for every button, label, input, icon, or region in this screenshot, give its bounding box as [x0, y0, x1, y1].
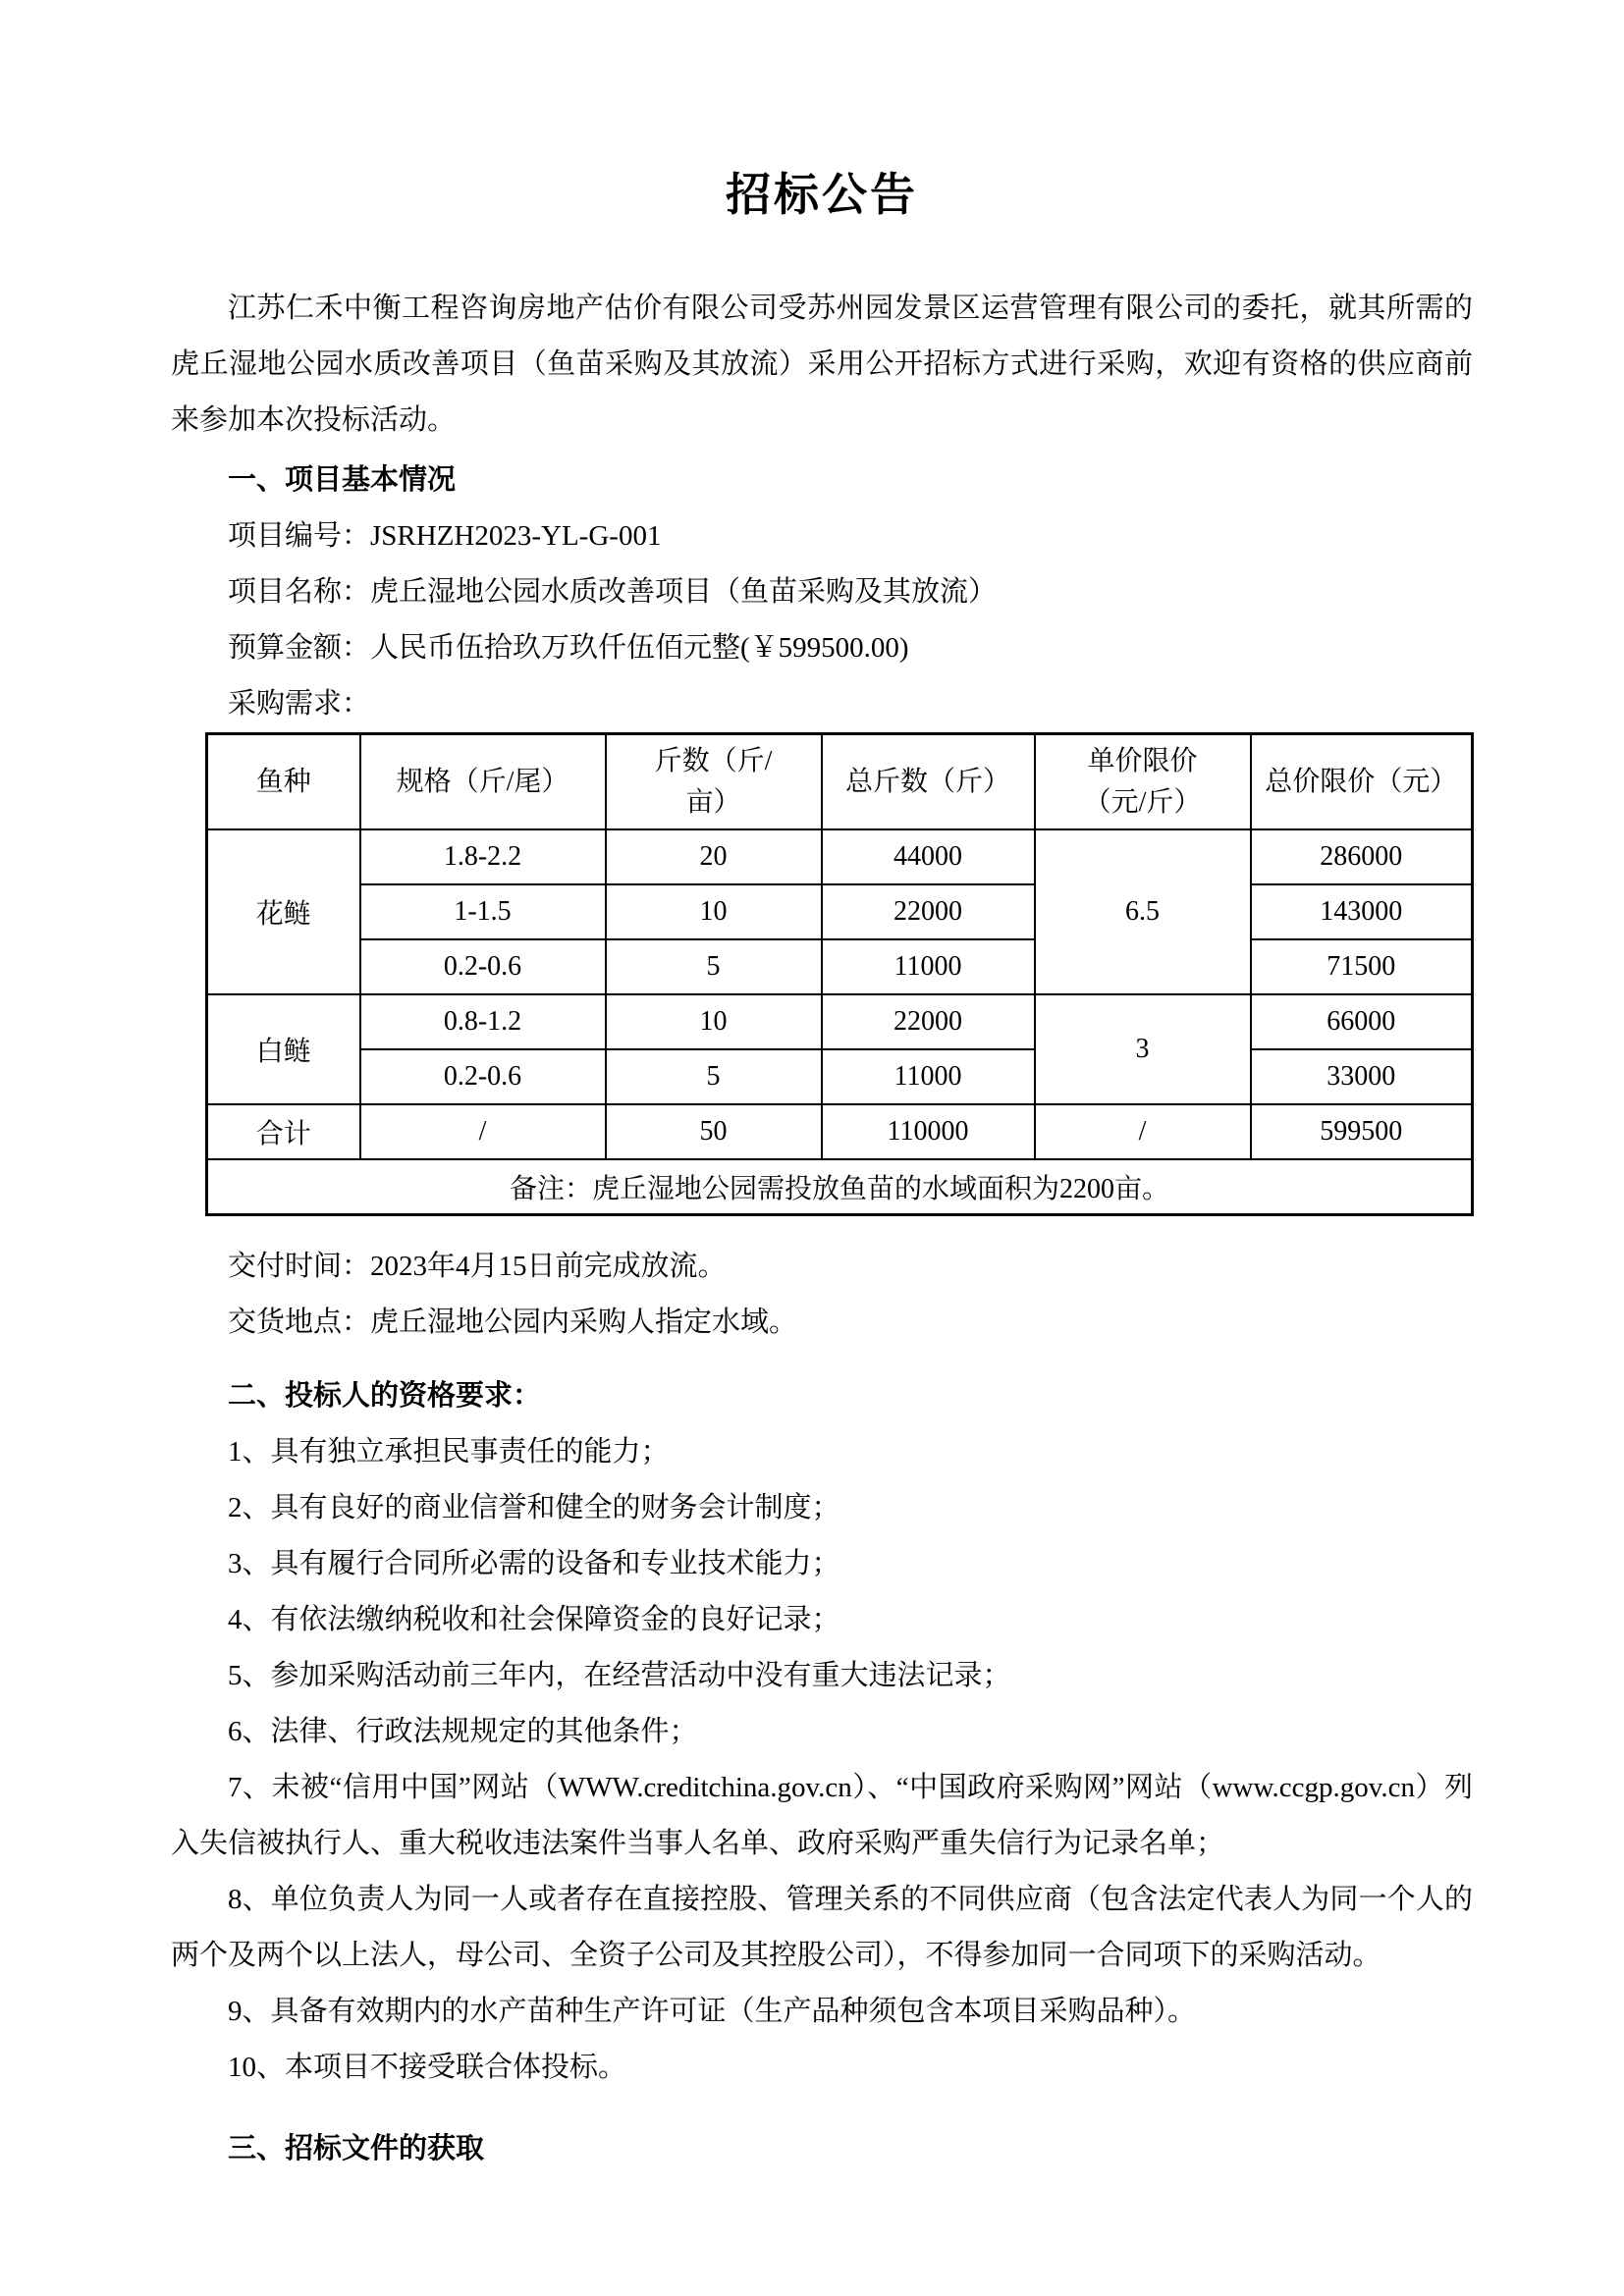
- header-species: 鱼种: [207, 734, 360, 830]
- requirement-item-6: 6、法律、行政法规规定的其他条件；: [228, 1716, 698, 1747]
- budget-label: 预算金额：: [228, 632, 371, 664]
- project-number-label: 项目编号：: [228, 520, 371, 552]
- cell-total-jin: 110000: [822, 1104, 1035, 1159]
- cell-species: 白鲢: [207, 994, 360, 1104]
- cell-per-mu: 5: [606, 1049, 822, 1104]
- section-3-heading: 三、招标文件的获取: [228, 2133, 485, 2164]
- table-note-row: [207, 1159, 1473, 1215]
- cell-total-price: 286000: [1251, 829, 1473, 884]
- cell-total-jin: 22000: [822, 994, 1035, 1049]
- cell-total-label: 合计: [207, 1104, 360, 1159]
- budget-value: 人民币伍拾玖万玖仟伍佰元整(￥599500.00): [370, 632, 909, 664]
- table-row: [207, 994, 1473, 1049]
- requirement-item-2: 2、具有良好的商业信誉和健全的财务会计制度；: [228, 1492, 840, 1523]
- table-total-row: [207, 1104, 1473, 1159]
- cell-total-jin: 11000: [822, 939, 1035, 994]
- project-number-line: [171, 508, 1473, 564]
- cell-total-price: 66000: [1251, 994, 1473, 1049]
- cell-per-mu: 5: [606, 939, 822, 994]
- intro-paragraph: 江苏仁禾中衡工程咨询房地产估价有限公司受苏州园发景区运营管理有限公司的委托，就其所需的虎丘湿地公园水质改善项目（鱼苗采购及其放流）采用公开招标方式进行采购，欢迎有资格的供应商前来参加本次投标活动。: [171, 293, 1473, 436]
- cell-per-mu: 20: [606, 829, 822, 884]
- requirement-item-8: 8、单位负责人为同一人或者存在直接控股、管理关系的不同供应商（包含法定代表人为同一个人的两个及两个以上法人，母公司、全资子公司及其控股公司），不得参加同一合同项下的采购活动。: [171, 1884, 1473, 1971]
- cell-per-mu: 10: [606, 994, 822, 1049]
- document-content: [0, 165, 1624, 2177]
- header-total-jin: 总斤数（斤）: [822, 734, 1035, 830]
- cell-spec: 1-1.5: [360, 884, 606, 939]
- cell-total-price: 71500: [1251, 939, 1473, 994]
- project-number-value: JSRHZH2023-YL-G-001: [370, 520, 662, 552]
- table-row: [207, 829, 1473, 884]
- project-name-label: 项目名称：: [228, 576, 371, 608]
- requirement-item-5: 5、参加采购活动前三年内，在经营活动中没有重大违法记录；: [228, 1660, 1011, 1691]
- demand-line: [171, 676, 1473, 732]
- cell-per-mu: 50: [606, 1104, 822, 1159]
- section-2-heading: 二、投标人的资格要求：: [228, 1380, 542, 1412]
- table-row: [207, 939, 1473, 994]
- cell-per-mu: 10: [606, 884, 822, 939]
- header-unit-price-limit: 单价限价（元/斤）: [1035, 734, 1251, 830]
- delivery-place-line: 交货地点：虎丘湿地公园内采购人指定水域。: [228, 1307, 798, 1338]
- cell-spec: 0.8-1.2: [360, 994, 606, 1049]
- table-row: [207, 884, 1473, 939]
- cell-spec: 1.8-2.2: [360, 829, 606, 884]
- header-total-price-limit: 总价限价（元）: [1251, 734, 1473, 830]
- procurement-table: [205, 732, 1474, 1216]
- cell-spec: /: [360, 1104, 606, 1159]
- project-name-value: 虎丘湿地公园水质改善项目（鱼苗采购及其放流）: [370, 576, 998, 608]
- section-1-heading: 一、项目基本情况: [228, 464, 457, 496]
- cell-total-jin: 11000: [822, 1049, 1035, 1104]
- cell-species: 花鲢: [207, 829, 360, 994]
- requirement-item-3: 3、具有履行合同所必需的设备和专业技术能力；: [228, 1548, 840, 1579]
- requirement-item-7: 7、未被“信用中国”网站（WWW.creditchina.gov.cn）、“中国政府采购网”网站（www.ccgp.gov.cn）列入失信被执行人、重大税收违法案件当事人名单、政府采购严重失信行为记录名单；: [171, 1772, 1473, 1859]
- requirement-item-1: 1、具有独立承担民事责任的能力；: [228, 1436, 670, 1468]
- requirement-item-9: 9、具备有效期内的水产苗种生产许可证（生产品种须包含本项目采购品种）。: [228, 1996, 1197, 2027]
- requirement-item-4: 4、有依法缴纳税收和社会保障资金的良好记录；: [228, 1604, 840, 1635]
- delivery-time-line: 交付时间：2023年4月15日前完成放流。: [228, 1251, 727, 1282]
- cell-total-price: 599500: [1251, 1104, 1473, 1159]
- requirement-item-10: 10、本项目不接受联合体投标。: [228, 2052, 627, 2083]
- budget-line: [171, 620, 1473, 676]
- delivery-block: [171, 1239, 1473, 1351]
- cell-unit-price: 6.5: [1035, 829, 1251, 994]
- table-note: 备注：虎丘湿地公园需投放鱼苗的水域面积为2200亩。: [207, 1159, 1473, 1215]
- page-title: 招标公告: [726, 170, 918, 220]
- cell-spec: 0.2-0.6: [360, 939, 606, 994]
- project-name-line: [171, 564, 1473, 620]
- table-header-row: [207, 734, 1473, 830]
- cell-unit-price: /: [1035, 1104, 1251, 1159]
- demand-label: 采购需求：: [228, 688, 371, 720]
- header-jin-per-mu: 斤数（斤/亩）: [606, 734, 822, 830]
- cell-spec: 0.2-0.6: [360, 1049, 606, 1104]
- cell-total-jin: 44000: [822, 829, 1035, 884]
- cell-total-jin: 22000: [822, 884, 1035, 939]
- cell-total-price: 143000: [1251, 884, 1473, 939]
- cell-total-price: 33000: [1251, 1049, 1473, 1104]
- cell-unit-price: 3: [1035, 994, 1251, 1104]
- table-row: [207, 1049, 1473, 1104]
- header-spec: 规格（斤/尾）: [360, 734, 606, 830]
